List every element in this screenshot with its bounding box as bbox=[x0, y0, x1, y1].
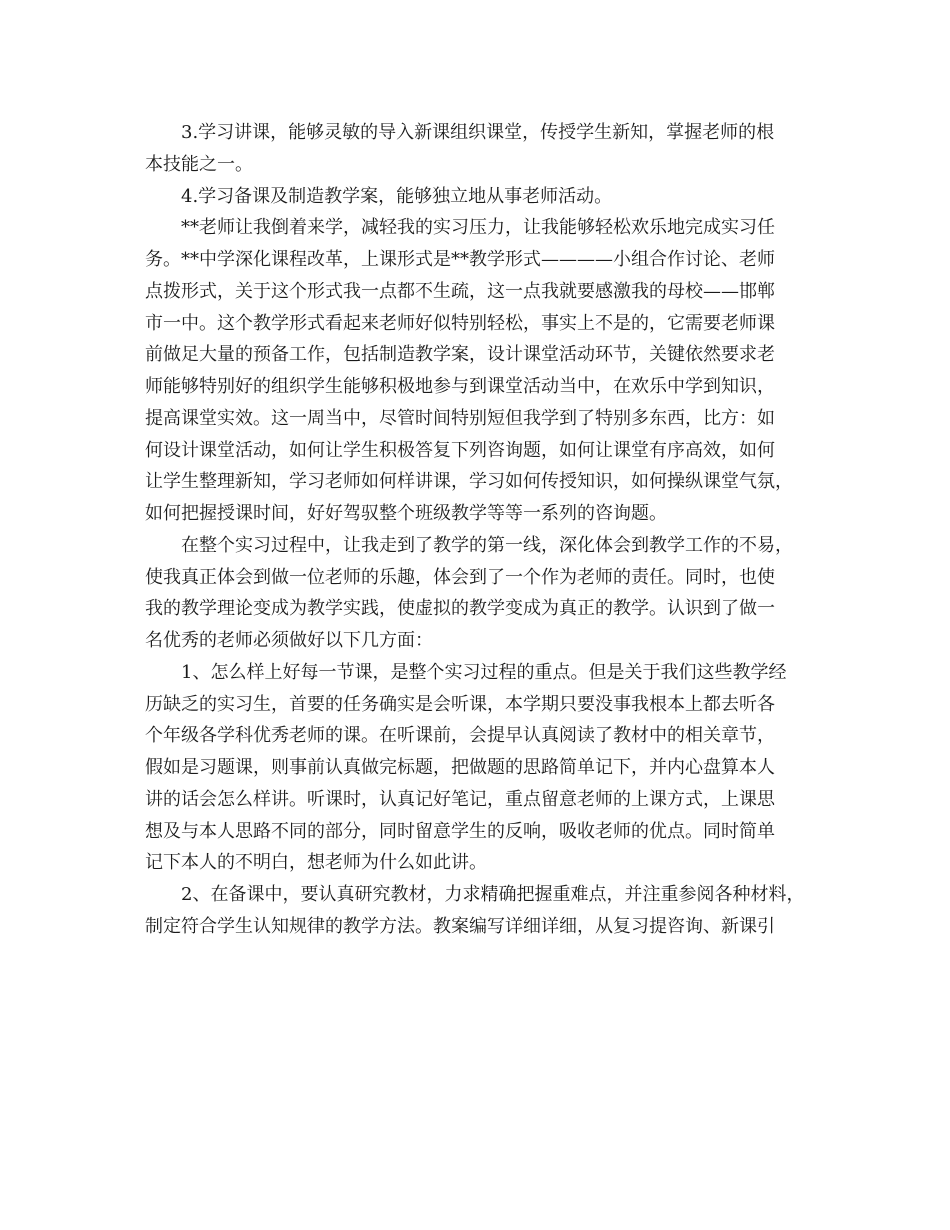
text-line: 提高课堂实效。这一周当中，尽管时间特别短但我学到了特别多东西，比方：如 bbox=[145, 407, 775, 429]
text-line: 假如是习题课，则事前认真做完标题，把做题的思路简单记下，并内心盘算本人 bbox=[145, 757, 775, 778]
text-line: 让学生整理新知，学习老师如何样讲课，学习如何传授知识，如何操纵课堂气氛， bbox=[145, 471, 793, 493]
text-line: 点拨形式，关于这个形式我一点都不生疏，这一点我就要感激我的母校——邯郸 bbox=[145, 280, 775, 302]
text-line: 历缺乏的实习生，首要的任务确实是会听课，本学期只要没事我根本上都去听各 bbox=[145, 693, 775, 715]
text-line: 4.学习备课及制造教学案，能够独立地从事老师活动。 bbox=[181, 185, 613, 207]
text-line: 讲的话会怎么样讲。听课时，认真记好笔记，重点留意老师的上课方式，上课思 bbox=[145, 788, 775, 810]
text-line: 制定符合学生认知规律的教学方法。教案编写详细详细，从复习提咨询、新课引 bbox=[145, 915, 775, 937]
text-line: 前做足大量的预备工作，包括制造教学案，设计课堂活动环节，关键依然要求老 bbox=[145, 344, 775, 366]
text-line: 记下本人的不明白，想老师为什么如此讲。 bbox=[145, 852, 487, 874]
text-line: 我的教学理论变成为教学实践，使虚拟的教学变成为真正的教学。认识到了做一 bbox=[145, 598, 775, 620]
text-line: 2、在备课中，要认真研究教材，力求精确把握重难点，并注重参阅各种材料， bbox=[181, 884, 805, 905]
text-line: 想及与本人思路不同的部分，同时留意学生的反响，吸收老师的优点。同时简单 bbox=[145, 820, 775, 842]
text-line: 3.学习讲课，能够灵敏的导入新课组织课堂，传授学生新知，掌握老师的根 bbox=[181, 122, 775, 143]
text-line: 个年级各学科优秀老师的课。在听课前，会提早认真阅读了教材中的相关章节， bbox=[145, 725, 775, 747]
text-line: 如何把握授课时间，好好驾驭整个班级教学等等一系列的咨询题。 bbox=[145, 503, 667, 524]
text-line: 名优秀的老师必须做好以下几方面： bbox=[145, 630, 433, 651]
text-line: 1、怎么样上好每一节课，是整个实习过程的重点。但是关于我们这些教学经 bbox=[181, 661, 787, 683]
text-line: **老师让我倒着来学，减轻我的实习压力，让我能够轻松欢乐地完成实习任 bbox=[181, 217, 775, 239]
text-line: 何设计课堂活动，如何让学生积极答复下列咨询题，如何让课堂有序高效，如何 bbox=[145, 439, 775, 461]
text-line: 务。**中学深化课程改革，上课形式是**教学形式————小组合作讨论、老师 bbox=[145, 249, 775, 270]
text-line: 在整个实习过程中，让我走到了教学的第一线，深化体会到教学工作的不易， bbox=[181, 534, 793, 556]
text-line: 使我真正体会到做一位老师的乐趣，体会到了一个作为老师的责任。同时，也使 bbox=[145, 566, 775, 588]
text-line: 师能够特别好的组织学生能够积极地参与到课堂活动当中，在欢乐中学到知识， bbox=[145, 376, 775, 397]
text-line: 市一中。这个教学形式看起来老师好似特别轻松，事实上不是的，它需要老师课 bbox=[145, 312, 775, 334]
document-body bbox=[145, 117, 805, 943]
text-line: 本技能之一。 bbox=[145, 153, 253, 175]
